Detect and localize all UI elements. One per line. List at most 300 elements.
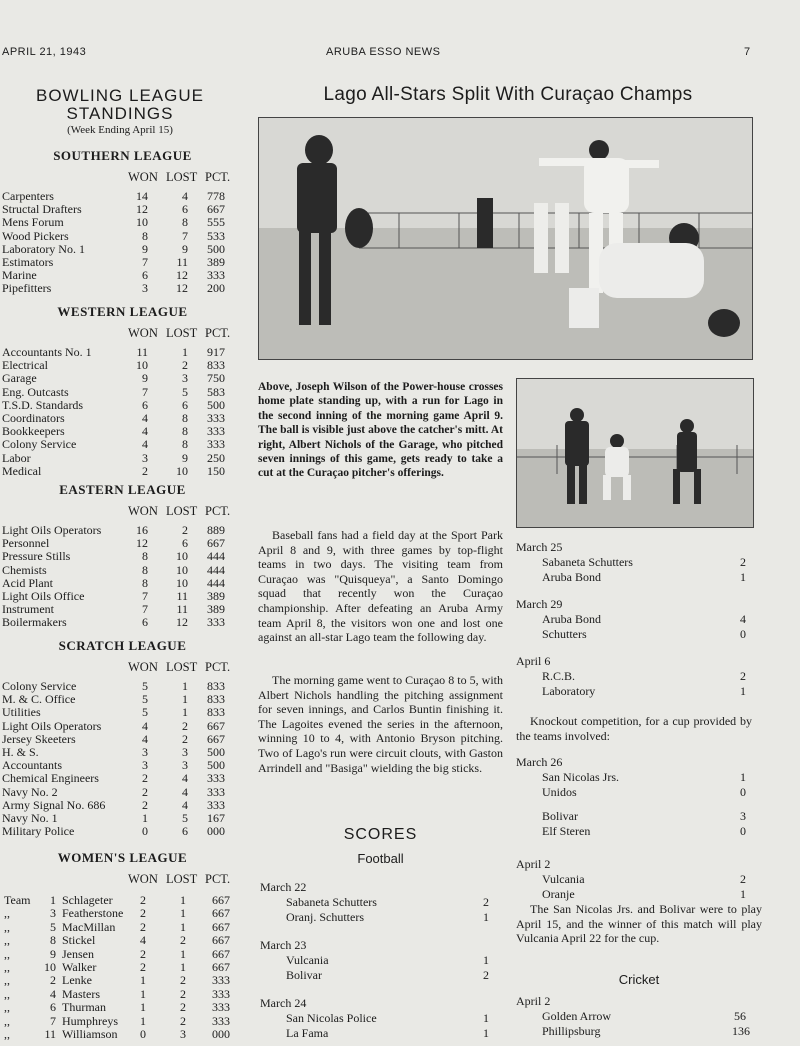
won: 2 — [142, 797, 148, 812]
team-label: ,, — [4, 973, 10, 988]
pct: 500 — [207, 241, 225, 256]
cup-note: The San Nicolas Jrs. and Bolivar were to play April 15, and the winner of this match will play Vulcania April 22 for the cup. — [516, 902, 762, 946]
won: 1 — [142, 811, 148, 825]
pct: 667 — [212, 919, 230, 934]
captain-name: Humphreys — [62, 1013, 118, 1028]
team-number: 6 — [50, 1000, 56, 1015]
team-name: Unidos — [542, 784, 577, 799]
won: 10 — [136, 215, 148, 230]
won: 8 — [142, 562, 148, 577]
table-row — [0, 216, 245, 229]
score: 3 — [740, 809, 746, 824]
team-name: Pressure Stills — [2, 549, 71, 564]
column-header: WON — [128, 326, 158, 340]
pct: 667 — [212, 946, 230, 961]
team-number: 1 — [50, 893, 56, 907]
article-paragraph-1: Baseball fans had a field day at the Sport Park April 8 and 9, with three games by top-flight teams in two days. The visiting team from Curaçao was "Quisqueya", a Santo Domingo squad that recently won the Curaçao championship. After defeating an Aruba Army team April 8, the visitors won one and lost one against an all-star Lago team the following day. — [258, 528, 503, 645]
won: 1 — [140, 1013, 146, 1028]
pct: 667 — [212, 933, 230, 948]
scores-title: SCORES — [343, 826, 418, 843]
lost: 4 — [182, 771, 188, 786]
won: 5 — [142, 679, 148, 693]
lost: 8 — [182, 215, 188, 230]
team-name: Garage — [2, 371, 37, 386]
team-number: 7 — [50, 1013, 56, 1028]
baseball-photo-batter — [516, 378, 754, 528]
game-date: March 25 — [516, 540, 563, 554]
won: 0 — [140, 1027, 146, 1041]
pct: 333 — [212, 973, 230, 988]
lost: 4 — [182, 797, 188, 812]
table-row — [0, 1015, 245, 1028]
team-name: T.S.D. Standards — [2, 397, 84, 412]
team-name: Laboratory No. 1 — [2, 241, 85, 256]
issue-date: APRIL 21, 1943 — [2, 46, 87, 58]
lost: 9 — [182, 241, 188, 256]
pct: 833 — [207, 692, 225, 707]
team-name: Bolivar — [542, 809, 578, 824]
lost: 3 — [180, 1027, 186, 1041]
pct: 444 — [207, 549, 225, 564]
pct: 200 — [207, 281, 225, 296]
lost: 12 — [176, 268, 188, 283]
lost: 10 — [176, 575, 188, 590]
pct: 500 — [207, 397, 225, 412]
pct: 667 — [212, 960, 230, 974]
column-header: PCT. — [205, 170, 231, 184]
team-name: Utilities — [2, 705, 41, 720]
table-row — [0, 1028, 245, 1041]
score: 136 — [732, 1023, 750, 1038]
score: 1 — [740, 886, 746, 901]
lost: 1 — [182, 705, 188, 720]
table-row — [0, 907, 245, 920]
team-number: 8 — [50, 933, 56, 948]
won: 7 — [142, 384, 148, 399]
pct: 333 — [207, 411, 225, 425]
won: 12 — [136, 536, 148, 551]
team-name: Jersey Skeeters — [2, 731, 76, 746]
team-name: Golden Arrow — [542, 1009, 611, 1024]
pct: 333 — [207, 437, 225, 452]
lost: 2 — [182, 718, 188, 733]
score: 2 — [740, 872, 746, 887]
football-title: Football — [357, 851, 404, 866]
won: 14 — [136, 189, 148, 203]
lost: 2 — [180, 933, 186, 948]
team-name: Personnel — [2, 536, 50, 551]
won: 6 — [142, 397, 148, 412]
won: 9 — [142, 241, 148, 256]
column-header: WON — [128, 170, 158, 184]
lost: 12 — [176, 281, 188, 296]
team-name: Light Oils Office — [2, 589, 85, 603]
score: 56 — [734, 1009, 746, 1024]
pct: 389 — [207, 602, 225, 617]
game-date: March 29 — [516, 597, 563, 611]
table-row — [0, 759, 245, 772]
lost: 2 — [182, 523, 188, 537]
team-number: 9 — [50, 946, 56, 961]
captain-name: Lenke — [62, 973, 92, 988]
pct: 333 — [207, 615, 225, 630]
won: 4 — [142, 731, 148, 746]
pct: 000 — [207, 824, 225, 839]
won: 5 — [142, 692, 148, 707]
team-name: Sabaneta Schutters — [542, 555, 633, 570]
won: 0 — [142, 824, 148, 839]
pct: 333 — [207, 784, 225, 799]
captain-name: Featherstone — [62, 906, 124, 921]
column-header: LOST — [166, 504, 198, 518]
lost: 1 — [180, 960, 186, 974]
table-row — [0, 961, 245, 974]
score: 0 — [740, 784, 746, 799]
column-header: WON — [128, 504, 158, 518]
lost: 4 — [182, 784, 188, 799]
lost: 6 — [182, 397, 188, 412]
won: 2 — [142, 463, 148, 478]
team-name: Accountants — [2, 758, 62, 773]
table-row — [0, 269, 245, 282]
table-row — [0, 452, 245, 465]
table-row — [0, 825, 245, 838]
team-name: Accountants No. 1 — [2, 345, 92, 359]
table-row — [0, 921, 245, 934]
table-row — [0, 243, 245, 256]
won: 8 — [142, 228, 148, 243]
captain-name: Stickel — [62, 933, 96, 948]
team-name: Oranje — [542, 886, 575, 901]
table-row — [0, 772, 245, 785]
captain-name: Schlageter — [62, 893, 113, 907]
team-number: 2 — [50, 973, 56, 988]
team-label: ,, — [4, 933, 10, 948]
bowling-subtitle: (Week Ending April 15) — [67, 124, 173, 136]
table-row — [0, 465, 245, 478]
won: 6 — [142, 268, 148, 283]
article-paragraph-2: The morning game went to Curaçao 8 to 5, with Albert Nichols handling the pitching assignment for seven innings, and Carlos Buntin finishing it. The Lagoites evened the series in the afternoon, winning 10 to 4, with Antonio Bryson pitching. Two of Lago's run were circuit clouts, with Gaston Arrindell and "Basiga" wielding the big sticks. — [258, 673, 503, 775]
won: 2 — [140, 946, 146, 961]
lost: 2 — [182, 358, 188, 373]
lost: 1 — [182, 345, 188, 359]
won: 2 — [140, 893, 146, 907]
game-date: April 2 — [516, 857, 551, 871]
pct: 533 — [207, 228, 225, 243]
column-header: PCT. — [205, 504, 231, 518]
won: 5 — [142, 705, 148, 720]
column-header: WON — [128, 660, 158, 674]
won: 4 — [140, 933, 146, 948]
won: 1 — [140, 1000, 146, 1015]
team-name: Phillipsburg — [542, 1023, 601, 1038]
pct: 150 — [207, 463, 225, 478]
pct: 333 — [212, 1000, 230, 1015]
knockout-intro: Knockout competition, for a cup provided by the teams involved: — [516, 714, 752, 743]
pct: 000 — [212, 1027, 230, 1041]
won: 4 — [142, 424, 148, 439]
lost: 8 — [182, 424, 188, 439]
captain-name: Jensen — [62, 946, 94, 961]
lost: 8 — [182, 411, 188, 425]
article-headline: Lago All-Stars Split With Curaçao Champs — [323, 84, 693, 105]
table-row — [0, 799, 245, 812]
team-name: H. & S. — [2, 745, 39, 759]
team-label: ,, — [4, 906, 10, 921]
pct: 889 — [207, 523, 225, 537]
column-header: PCT. — [205, 660, 231, 674]
lost: 1 — [180, 946, 186, 961]
pct: 667 — [207, 731, 225, 746]
pct: 667 — [207, 202, 225, 217]
team-name: Vulcania — [542, 872, 585, 887]
baseball-photo-main — [258, 117, 753, 360]
score: 2 — [483, 967, 489, 982]
captain-name: Thurman — [62, 1000, 106, 1015]
lost: 2 — [180, 986, 186, 1001]
team-name: Navy No. 2 — [2, 784, 58, 799]
pct: 333 — [207, 268, 225, 283]
team-name: Pipefitters — [2, 281, 52, 296]
table-row — [0, 386, 245, 399]
score: 2 — [483, 895, 489, 910]
team-label: ,, — [4, 1013, 10, 1028]
bowling-title: BOWLING LEAGUE — [36, 86, 204, 105]
table-row — [0, 438, 245, 451]
team-name: Medical — [2, 463, 42, 478]
team-name: Structal Drafters — [2, 202, 82, 217]
won: 1 — [140, 973, 146, 988]
game-date: April 2 — [516, 994, 551, 1008]
team-name: Colony Service — [2, 437, 77, 452]
team-name: Chemists — [2, 562, 47, 577]
team-number: 4 — [50, 986, 56, 1001]
table-row — [0, 564, 245, 577]
score: 1 — [740, 683, 746, 698]
team-name: Bookkeepers — [2, 424, 65, 439]
lost: 10 — [176, 549, 188, 564]
team-name: Chemical Engineers — [2, 771, 99, 786]
column-header: LOST — [166, 660, 198, 674]
lost: 3 — [182, 745, 188, 759]
won: 2 — [140, 960, 146, 974]
pct: 333 — [212, 986, 230, 1001]
team-name: Eng. Outcasts — [2, 384, 69, 399]
table-row — [0, 603, 245, 616]
game-date: March 26 — [516, 755, 563, 769]
score: 2 — [740, 669, 746, 684]
league-title: SOUTHERN LEAGUE — [53, 148, 192, 163]
team-label: Team — [4, 893, 31, 907]
lost: 2 — [180, 973, 186, 988]
table-row — [0, 934, 245, 947]
team-number: 3 — [50, 906, 56, 921]
won: 1 — [140, 986, 146, 1001]
team-label: ,, — [4, 986, 10, 1001]
lost: 6 — [182, 536, 188, 551]
team-name: Elf Steren — [542, 823, 591, 838]
pct: 389 — [207, 255, 225, 269]
score: 0 — [740, 626, 746, 641]
table-row — [0, 706, 245, 719]
won: 4 — [142, 718, 148, 733]
won: 2 — [142, 784, 148, 799]
won: 7 — [142, 602, 148, 617]
table-row — [0, 537, 245, 550]
pct: 750 — [207, 371, 225, 386]
score: 1 — [740, 569, 746, 584]
pct: 667 — [212, 906, 230, 921]
lost: 6 — [182, 202, 188, 217]
lost: 11 — [176, 255, 188, 269]
score: 1 — [740, 770, 746, 785]
pct: 667 — [207, 718, 225, 733]
column-header: LOST — [166, 170, 198, 184]
table-row — [0, 399, 245, 412]
table-row — [0, 693, 245, 706]
table-row — [0, 733, 245, 746]
league-title: EASTERN LEAGUE — [59, 482, 186, 497]
lost: 7 — [182, 228, 188, 243]
team-name: Light Oils Operators — [2, 718, 102, 733]
table-row — [0, 894, 245, 907]
won: 12 — [136, 202, 148, 217]
league-title: WESTERN LEAGUE — [57, 304, 188, 319]
league-title: WOMEN'S LEAGUE — [57, 850, 188, 865]
column-header: PCT. — [205, 872, 231, 886]
table-row — [0, 203, 245, 216]
team-number: 5 — [50, 919, 56, 934]
table-row — [0, 974, 245, 987]
team-name: Vulcania — [286, 953, 329, 968]
lost: 1 — [180, 906, 186, 921]
team-number: 10 — [44, 960, 56, 974]
team-name: Bolivar — [286, 967, 322, 982]
game-date: March 22 — [260, 880, 307, 894]
table-row — [0, 230, 245, 243]
pct: 667 — [207, 536, 225, 551]
table-row — [0, 720, 245, 733]
lost: 12 — [176, 615, 188, 630]
lost: 2 — [180, 1013, 186, 1028]
pct: 833 — [207, 679, 225, 693]
won: 4 — [142, 411, 148, 425]
won: 3 — [142, 281, 148, 296]
table-row — [0, 372, 245, 385]
team-name: Military Police — [2, 824, 75, 839]
team-name: Laboratory — [542, 683, 596, 698]
won: 2 — [142, 771, 148, 786]
newspaper-name: ARUBA ESSO NEWS — [326, 46, 441, 58]
won: 2 — [140, 906, 146, 921]
table-row — [0, 1001, 245, 1014]
lost: 5 — [182, 811, 188, 825]
pct: 500 — [207, 758, 225, 773]
team-name: Mens Forum — [2, 215, 64, 230]
captain-name: MacMillan — [62, 919, 116, 934]
won: 16 — [136, 523, 148, 537]
team-name: Navy No. 1 — [2, 811, 58, 825]
pct: 167 — [207, 811, 225, 825]
lost: 5 — [182, 384, 188, 399]
captain-name: Williamson — [62, 1027, 118, 1041]
lost: 10 — [176, 562, 188, 577]
pct: 389 — [207, 589, 225, 603]
lost: 8 — [182, 437, 188, 452]
team-name: M. & C. Office — [2, 692, 76, 707]
table-row — [0, 550, 245, 563]
team-name: San Nicolas Police — [286, 1011, 377, 1026]
won: 6 — [142, 615, 148, 630]
won: 4 — [142, 437, 148, 452]
team-name: Colony Service — [2, 679, 77, 693]
lost: 11 — [176, 602, 188, 617]
won: 3 — [142, 758, 148, 773]
captain-name: Walker — [62, 960, 97, 974]
game-date: March 24 — [260, 996, 307, 1010]
lost: 2 — [180, 1000, 186, 1015]
pct: 667 — [212, 893, 230, 907]
won: 9 — [142, 371, 148, 386]
lost: 1 — [180, 919, 186, 934]
team-label: ,, — [4, 946, 10, 961]
lost: 1 — [182, 679, 188, 693]
score: 0 — [740, 823, 746, 838]
team-name: Instrument — [2, 602, 54, 617]
team-name: Wood Pickers — [2, 228, 69, 243]
lost: 10 — [176, 463, 188, 478]
won: 2 — [140, 919, 146, 934]
lost: 6 — [182, 824, 188, 839]
team-label: ,, — [4, 1000, 10, 1015]
pct: 833 — [207, 358, 225, 373]
team-name: Acid Plant — [2, 575, 53, 590]
table-row — [0, 282, 245, 295]
won: 7 — [142, 255, 148, 269]
won: 7 — [142, 589, 148, 603]
score: 1 — [483, 953, 489, 968]
won: 8 — [142, 549, 148, 564]
pct: 333 — [212, 1013, 230, 1028]
table-row — [0, 988, 245, 1001]
lost: 3 — [182, 371, 188, 386]
photo-caption: Above, Joseph Wilson of the Power-house crosses home plate standing up, with a run for Lago in the second inning of the morning game April 9. The ball is visible just above the catcher's mitt. At right, Albert Nichols of the Garage, who pitched seven innings of this game, gets ready to take a cut at the Curaçao pitcher's offerings. — [258, 381, 503, 480]
team-name: Carpenters — [2, 189, 54, 203]
column-header: WON — [128, 872, 158, 886]
won: 3 — [142, 745, 148, 759]
pct: 333 — [207, 771, 225, 786]
page-number: 7 — [744, 46, 751, 58]
table-row — [0, 425, 245, 438]
pct: 917 — [207, 345, 225, 359]
league-title: SCRATCH LEAGUE — [58, 638, 187, 653]
lost: 4 — [182, 189, 188, 203]
team-name: Labor — [2, 450, 31, 465]
team-name: Estimators — [2, 255, 54, 269]
team-number: 11 — [44, 1027, 56, 1041]
won: 11 — [136, 345, 148, 359]
lost: 1 — [182, 692, 188, 707]
score: 1 — [483, 1025, 489, 1040]
lost: 9 — [182, 450, 188, 465]
pct: 833 — [207, 705, 225, 720]
team-name: Boilermakers — [2, 615, 67, 630]
pct: 778 — [207, 189, 225, 203]
score: 1 — [483, 909, 489, 924]
game-date: April 6 — [516, 654, 551, 668]
table-row — [0, 948, 245, 961]
pct: 250 — [207, 450, 225, 465]
